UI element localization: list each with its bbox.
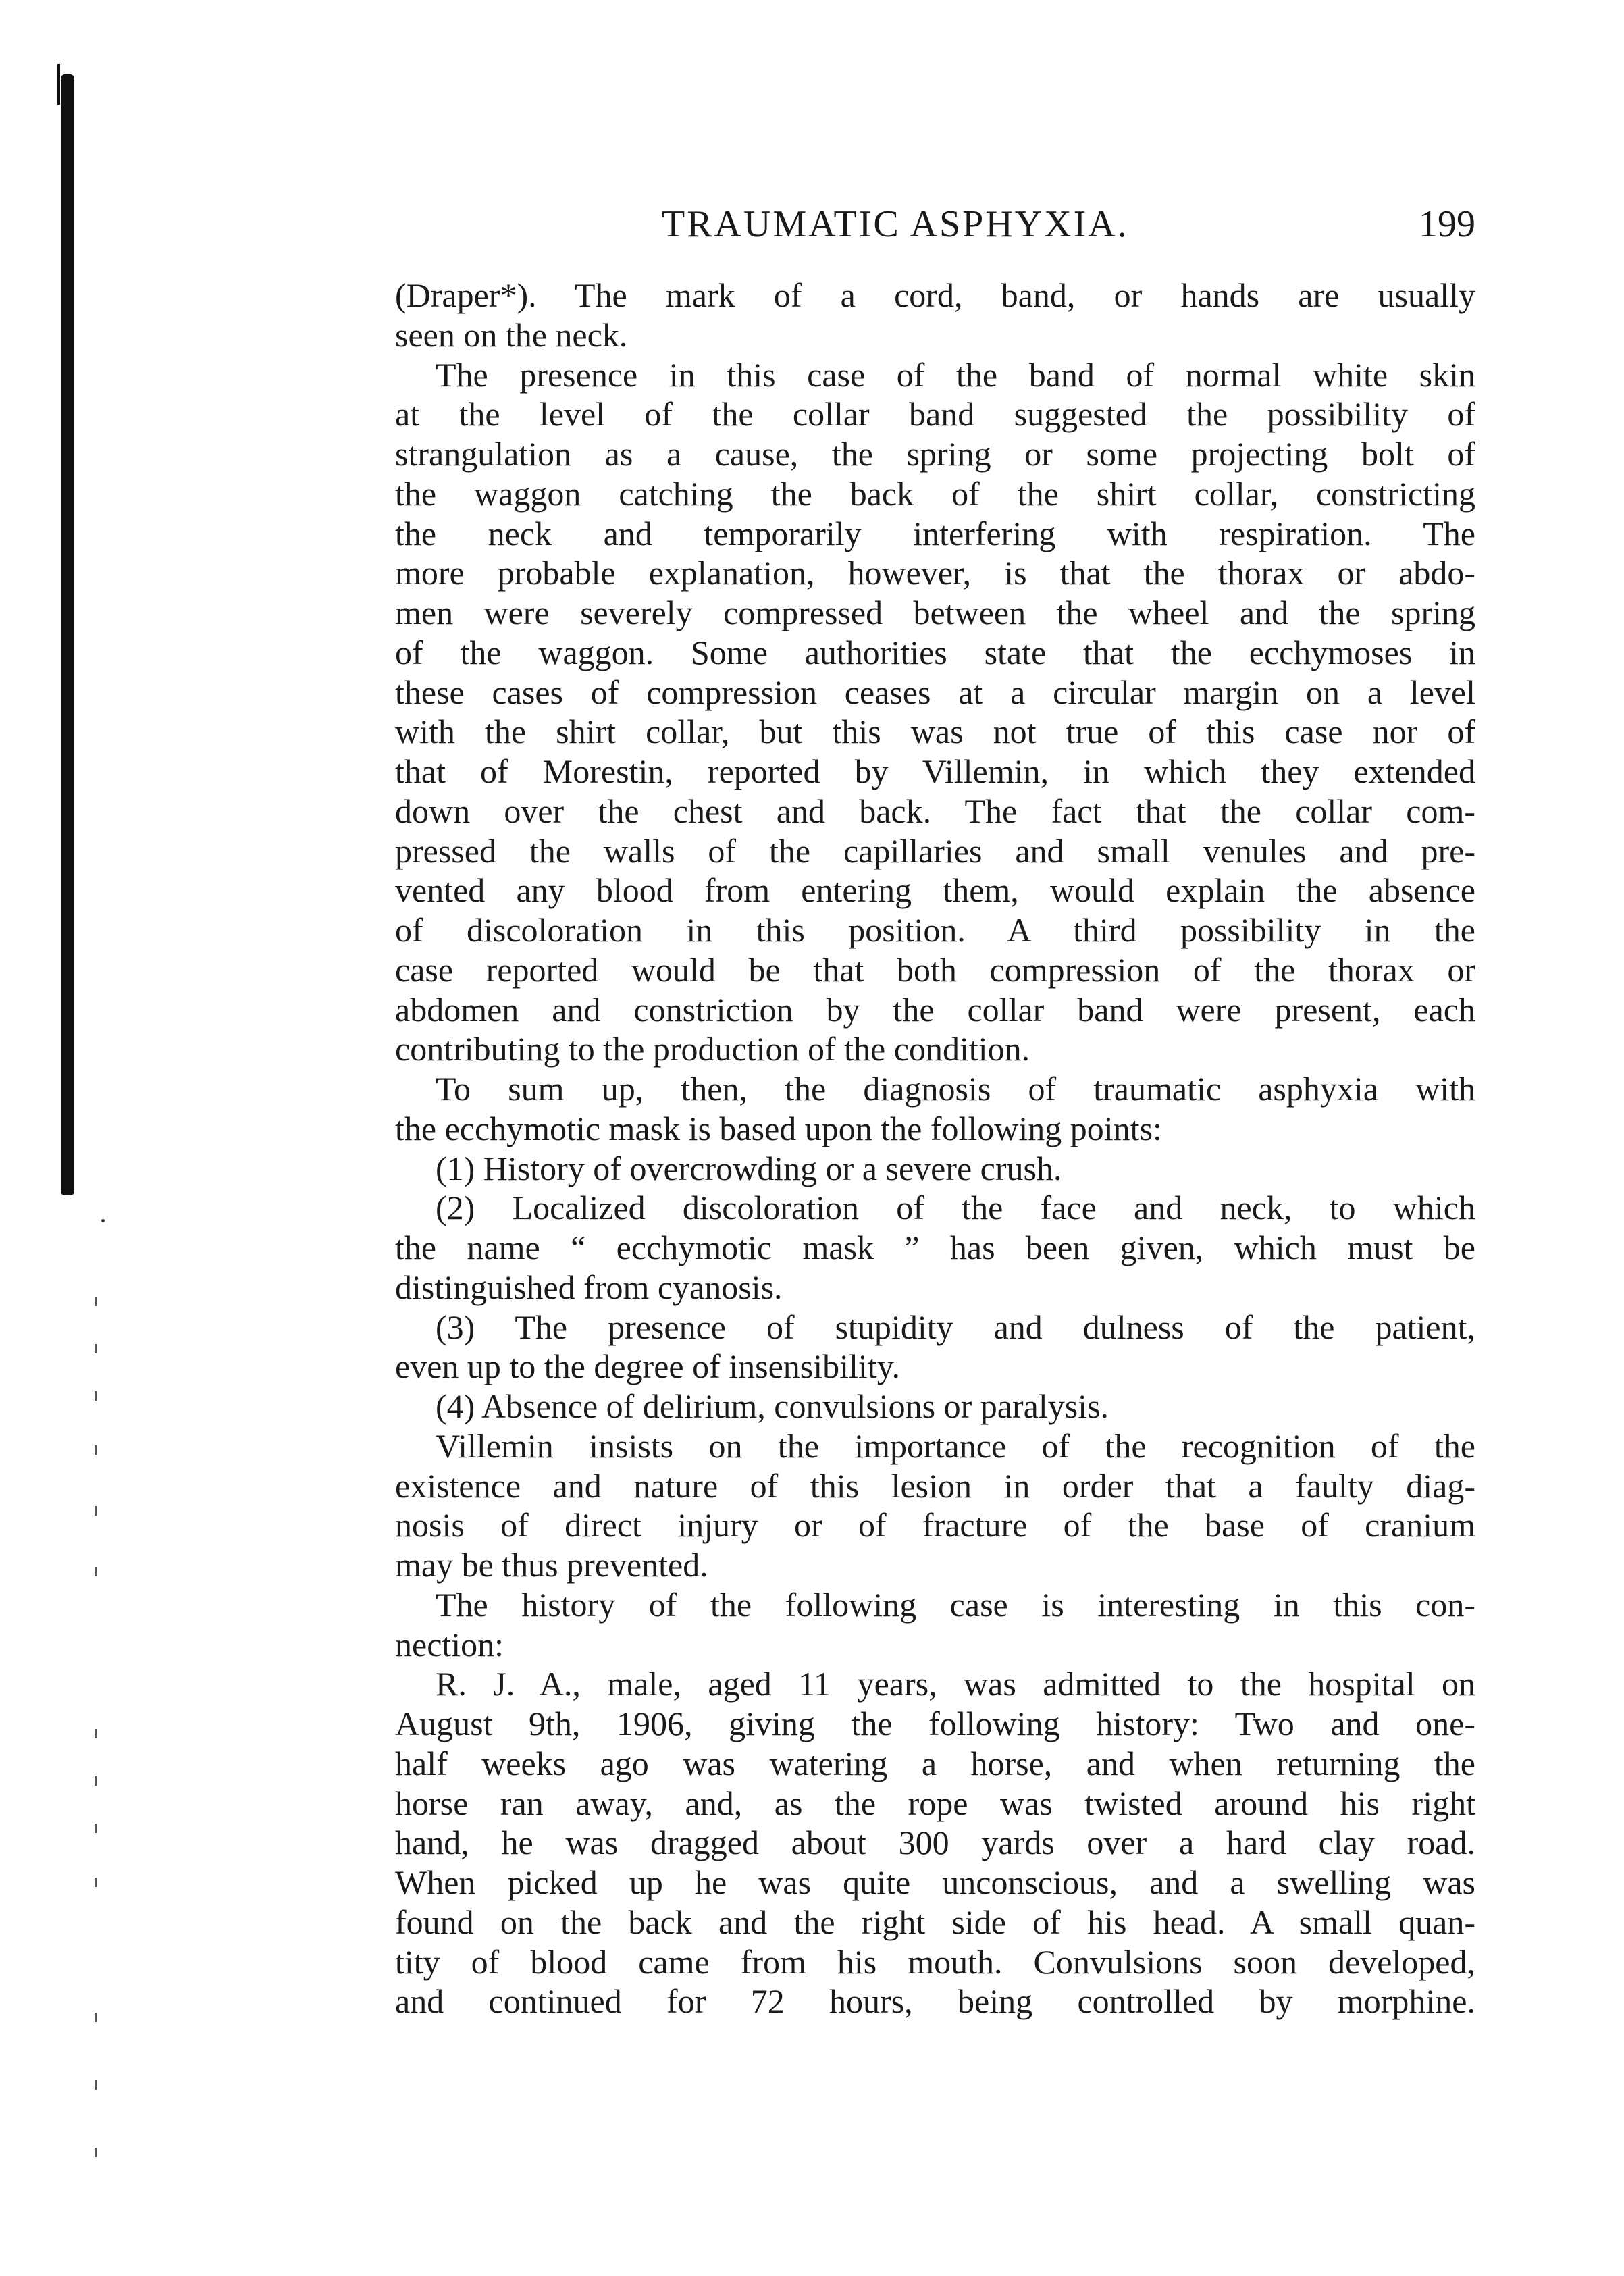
page-number: 199 [1419,203,1475,245]
text-line: case reported would be that both compression of the thorax or [395,950,1475,989]
binding-edge-mark [57,64,60,105]
text-line: the name “ ecchymotic mask ” has been given, which must be [395,1228,1475,1266]
text-line: down over the chest and back. The fact that the collar com- [395,792,1475,830]
text-line: half weeks ago was watering a horse, and when returning the [395,1744,1475,1782]
text-line: nosis of direct injury or of fracture of the base of cranium [395,1506,1475,1545]
binding-edge-bar [61,74,74,1195]
text-line: R. J. A., male, aged 11 years, was admitted to the hospital on [436,1665,1475,1703]
text-line: these cases of compression ceases at a circular margin on a level [395,673,1475,711]
list-item: (1) History of overcrowding or a severe crush. [436,1149,1062,1187]
gutter-speck [95,1506,97,1516]
text-line: may be thus prevented. [395,1546,708,1584]
list-item: (3) The presence of stupidity and dulness of the patient, [436,1308,1475,1346]
gutter-speck [101,1219,105,1222]
text-line: contributing to the production of the condition. [395,1030,1030,1068]
text-line: of the waggon. Some authorities state that the ecchymoses in [395,633,1475,671]
running-title: TRAUMATIC ASPHYXIA. [662,203,1129,245]
text-line: that of Morestin, reported by Villemin, in which they extended [395,752,1475,790]
running-head [395,203,1475,250]
text-line: nection: [395,1625,504,1663]
text-line: tity of blood came from his mouth. Convulsions soon developed, [395,1942,1475,1981]
text-line: even up to the degree of insensibility. [395,1347,900,1386]
text-line: existence and nature of this lesion in order that a faulty diag- [395,1466,1475,1505]
text-line: of discoloration in this position. A third possibility in the [395,911,1475,949]
gutter-speck [95,1297,97,1306]
gutter-speck [95,1567,97,1576]
gutter-speck [95,1878,97,1887]
text-line: The presence in this case of the band of normal white skin [436,355,1475,394]
text-line: at the level of the collar band suggested the possibility of [395,395,1475,434]
text-line: more probable explanation, however, is that the thorax or abdo- [395,554,1475,592]
text-line: the ecchymotic mask is based upon the following points: [395,1109,1162,1147]
text-line: distinguished from cyanosis. [395,1268,783,1306]
text-line: vented any blood from entering them, would explain the absence [395,871,1475,910]
text-line: found on the back and the right side of his head. A small quan- [395,1903,1475,1941]
text-line: and continued for 72 hours, being controlled by morphine. [395,1982,1475,2021]
gutter-speck [95,1776,97,1786]
list-item: (4) Absence of delirium, convulsions or paralysis. [436,1387,1109,1425]
text-line: abdomen and constriction by the collar band were present, each [395,990,1475,1029]
text-line: the neck and temporarily interfering with respiration. The [395,514,1475,552]
gutter-speck [95,1824,97,1833]
list-item: (2) Localized discoloration of the face and neck, to which [436,1189,1475,1227]
text-line: When picked up he was quite unconscious, and a swelling was [395,1863,1475,1901]
text-line: men were severely compressed between the wheel and the spring [395,594,1475,631]
text-line: horse ran away, and, as the rope was twisted around his right [395,1784,1475,1822]
gutter-speck [95,1445,97,1455]
gutter-speck [95,2080,97,2090]
gutter-speck [95,2013,97,2022]
text-line: pressed the walls of the capillaries and small venules and pre- [395,831,1475,870]
gutter-speck [95,1391,97,1401]
text-line: The history of the following case is interesting in this con- [436,1585,1475,1624]
text-line: (Draper*). The mark of a cord, band, or hands are usually [395,276,1475,314]
text-line: To sum up, then, the diagnosis of traumatic asphyxia with [436,1070,1475,1108]
gutter-speck [95,1344,97,1353]
gutter-speck [95,2148,97,2157]
text-line: Villemin insists on the importance of the recognition of the [436,1426,1475,1465]
text-line: hand, he was dragged about 300 yards over a hard clay road. [395,1824,1475,1862]
text-line: with the shirt collar, but this was not true of this case nor of [395,713,1475,751]
text-line: August 9th, 1906, giving the following history: Two and one- [395,1705,1475,1742]
body-text [395,276,1475,2021]
text-line: seen on the neck. [395,315,628,354]
gutter-speck [95,1729,97,1738]
text-line: strangulation as a cause, the spring or some projecting bolt of [395,435,1475,473]
text-line: the waggon catching the back of the shirt collar, constricting [395,474,1475,513]
